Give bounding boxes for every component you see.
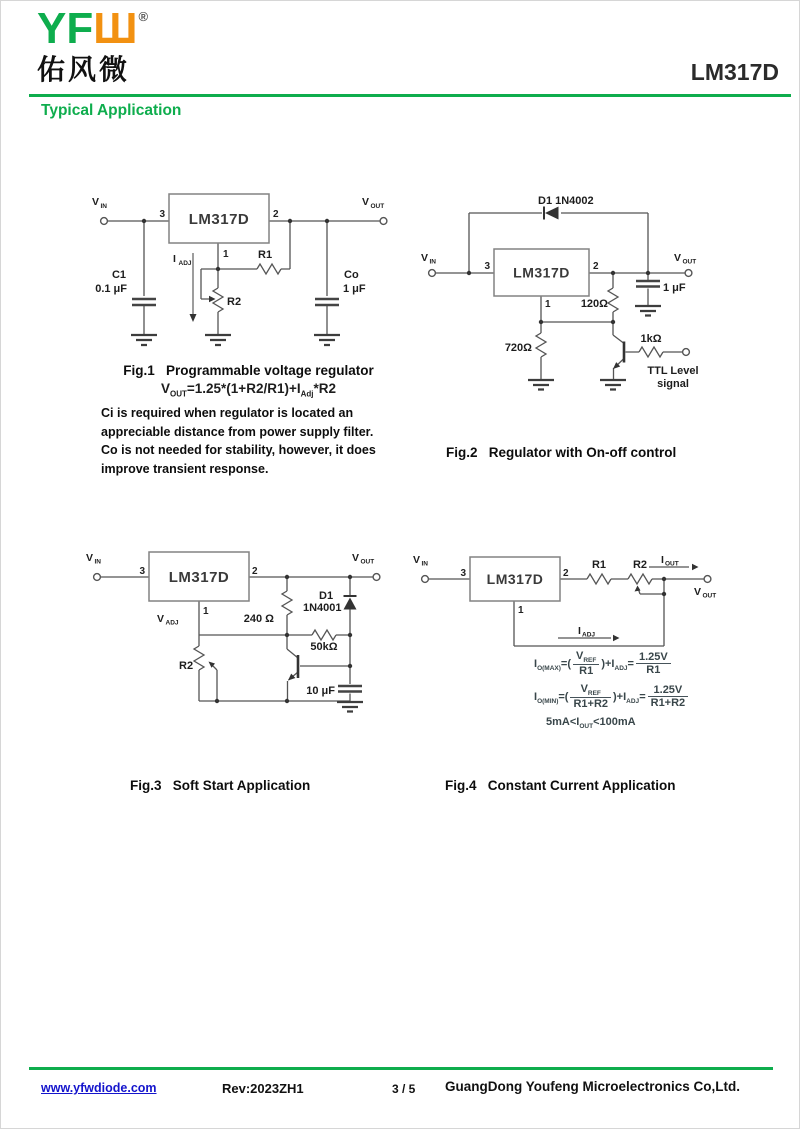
fmax-i-sub: O(MAX) — [537, 665, 561, 673]
logo-w-mark: Ш — [93, 4, 138, 53]
fmax-eq: = — [627, 657, 634, 670]
fig2-ttl-label-line2: signal — [657, 378, 689, 390]
fmin-den2: R1+R2 — [650, 697, 686, 710]
fig1-chip-label: LM317D — [188, 211, 250, 228]
fig2-ttl-label-line1: TTL Level — [647, 365, 699, 377]
fig2-pin1: 1 — [545, 299, 551, 310]
footer-revision: Rev:2023ZH1 — [222, 1081, 304, 1096]
fig1-iadj-sub: ADJ — [178, 260, 192, 267]
fig4-current-limits — [546, 716, 800, 730]
fig3-diode — [344, 596, 357, 610]
fig3-vin-sub: IN — [94, 558, 101, 566]
fig3-caption: Fig.3 Soft Start Application — [130, 778, 311, 793]
fig1-note — [101, 404, 421, 478]
fig4-formula-imax — [534, 650, 800, 678]
fig2-vout-terminal — [685, 270, 692, 277]
fmax-num-sub: REF — [583, 657, 597, 665]
fig1-pin2: 2 — [273, 209, 279, 220]
fig4-iout-arrowhead — [692, 564, 699, 570]
fmin-frac2 — [648, 684, 689, 710]
fig1-resistor-r1 — [257, 264, 281, 274]
fig1-formula-v: V — [160, 381, 170, 396]
fmax-adj-sub: ADJ — [614, 665, 628, 673]
fig1-wiper-arrowhead — [209, 296, 216, 302]
fig4-resistor-r1 — [587, 574, 611, 584]
fmin-frac1 — [570, 683, 611, 711]
fig2-pin3: 3 — [484, 261, 490, 272]
fig2-pin2: 2 — [593, 261, 599, 272]
fig1-circuit-schematic — [61, 177, 401, 372]
fig2-vout-sub: OUT — [682, 258, 697, 266]
fig1-caption: Fig.1 Programmable voltage regulator — [123, 363, 374, 378]
part-number-title: LM317D — [690, 59, 779, 85]
fmin-i-sub: O(MIN) — [537, 698, 559, 706]
fig1-vin-sub: IN — [100, 203, 107, 210]
fig4-pin1: 1 — [518, 605, 524, 616]
fig2-cap-value: 1 μF — [663, 282, 686, 294]
fig4-iout-label: I — [661, 554, 664, 566]
fmax-open: =( — [560, 657, 571, 670]
fig2-r120-label: 120Ω — [580, 298, 608, 310]
fig1-c1-name: C1 — [111, 269, 126, 281]
fig4-chip-label: LM317D — [486, 571, 544, 587]
fig4-formulas — [534, 650, 800, 735]
fig3-cap-value: 10 μF — [306, 685, 335, 697]
fig1-r2-label: R2 — [227, 296, 242, 308]
fig1-pin3: 3 — [159, 209, 165, 220]
fig1-note-line1: Ci is required when regulator is located an — [101, 406, 354, 420]
fig3-potentiometer-r2 — [194, 646, 204, 670]
fig1-vin-label: V — [92, 196, 100, 208]
fig1-caption-block — [71, 363, 426, 399]
fig1-potentiometer-r2 — [213, 288, 223, 312]
fig2-resistor-120 — [608, 288, 618, 312]
company-logo-chinese: 佑风微 — [37, 54, 131, 85]
fig2-caption: Fig.2 Regulator with On-off control — [446, 445, 677, 460]
fig4-vin-label: V — [413, 554, 421, 566]
fig4-r1-label: R1 — [591, 559, 607, 571]
fig3-vadj-sub: ADJ — [165, 619, 179, 627]
fig2-vin-label: V — [421, 252, 429, 264]
fig3-pin2: 2 — [252, 566, 258, 577]
fig4-iadj-label: I — [578, 625, 581, 637]
fig3-pin3: 3 — [139, 566, 145, 577]
fmax-frac2 — [636, 651, 671, 677]
fig4-pin3: 3 — [460, 568, 466, 579]
fig2-vout-label: V — [674, 252, 682, 264]
fig1-iadj-label: I — [173, 253, 176, 265]
fig4-caption: Fig.4 Constant Current Application — [445, 778, 676, 793]
fig3-r240-label: 240 Ω — [243, 613, 274, 625]
fig1-formula-v-sub: OUT — [170, 389, 187, 399]
fig2-resistor-720 — [536, 333, 546, 357]
fig1-ground-symbols — [131, 335, 340, 345]
limit-post: <100mA — [593, 715, 636, 728]
fig2-chip-label: LM317D — [513, 264, 570, 281]
fig3-chip-label: LM317D — [168, 569, 230, 586]
fig1-note-line2: appreciable distance from power supply filter. — [101, 424, 374, 439]
footer-divider — [29, 1067, 773, 1070]
fmin-den: R1+R2 — [573, 698, 609, 711]
fmax-den2: R1 — [646, 664, 661, 677]
fig2-resistor-1k — [639, 347, 663, 357]
fig2-diode — [544, 207, 559, 220]
logo-yf-text: YF — [37, 4, 94, 53]
fig3-r50k-label: 50kΩ — [310, 641, 338, 653]
fig3-resistor-50k — [312, 630, 336, 640]
fig2-capacitor — [636, 281, 660, 287]
fmax-num2: 1.25V — [636, 651, 671, 664]
fig3-vadj-label: V — [157, 613, 165, 625]
fig2-r720-label: 720Ω — [504, 342, 532, 354]
footer-website-link[interactable]: www.yfwdiode.com — [41, 1081, 157, 1095]
fig3-capacitor — [338, 686, 362, 692]
fig4-vout-label: V — [694, 586, 702, 598]
footer-page-indicator: 3 / 5 — [392, 1082, 416, 1096]
header-divider — [29, 94, 791, 97]
company-logo — [37, 4, 149, 53]
fig3-d1-name: D1 — [319, 590, 334, 602]
fig1-vout-terminal — [380, 218, 387, 225]
fmin-adj-sub: ADJ — [626, 698, 640, 706]
footer-company-name: GuangDong Youfeng Microelectronics Co,Ltd. — [445, 1079, 741, 1094]
fmin-i: I — [534, 690, 538, 703]
fig1-formula-i-sub: Adj — [300, 389, 314, 399]
fig1-vout-sub: OUT — [370, 203, 385, 210]
fig3-d1-part: 1N4001 — [303, 602, 342, 614]
fig4-wiper-arrowhead — [635, 586, 641, 592]
fig2-r1k-label: 1kΩ — [640, 333, 662, 345]
fmin-plus: )+I — [613, 690, 627, 703]
limit-pre: 5mA<I — [546, 715, 580, 728]
fmin-num2: 1.25V — [648, 684, 689, 697]
fig4-r2-label: R2 — [632, 559, 648, 571]
fmin-num-sub: REF — [587, 690, 601, 698]
fmax-plus: )+I — [601, 657, 615, 670]
fig3-vin-terminal — [94, 574, 101, 581]
fig4-iout-sub: OUT — [665, 560, 679, 568]
fig4-potentiometer-r2 — [628, 574, 652, 584]
fig3-vout-terminal — [373, 574, 380, 581]
fmax-i: I — [534, 657, 538, 670]
fig2-diode-label: D1 1N4002 — [538, 195, 594, 207]
fig3-vout-label: V — [352, 552, 360, 564]
fig1-formula-tail: *R2 — [313, 381, 336, 396]
fig2-transistor — [613, 342, 624, 370]
fmin-eq: = — [639, 690, 646, 703]
fig1-formula — [71, 381, 426, 399]
fig1-vout-label: V — [362, 196, 370, 208]
fmin-num: V — [580, 682, 588, 695]
fig4-iadj-arrowhead — [613, 635, 620, 641]
fig1-note-line4: improve transient response. — [101, 461, 269, 476]
registered-trademark-icon: ® — [138, 9, 149, 24]
fig1-co-value: 1 μF — [343, 283, 366, 295]
fig4-vin-sub: IN — [421, 560, 428, 568]
fmax-frac1 — [573, 650, 599, 678]
fig3-resistor-240 — [282, 591, 292, 615]
fig4-vout-terminal — [704, 576, 711, 583]
fig4-formula-imin — [534, 683, 800, 711]
fig3-transistor — [288, 655, 298, 681]
fig3-ground-symbol — [337, 702, 363, 712]
fmin-open: =( — [558, 690, 569, 703]
fig2-vin-sub: IN — [429, 258, 436, 266]
fig4-vin-terminal — [422, 576, 429, 583]
fmax-num: V — [576, 650, 584, 662]
fig2-circuit-schematic — [411, 191, 800, 406]
fmax-den: R1 — [579, 665, 594, 678]
fig4-iadj-sub: ADJ — [582, 631, 596, 639]
fig1-co-name: Co — [344, 269, 359, 281]
fig1-pin1: 1 — [223, 249, 229, 260]
fig1-r1-label: R1 — [258, 249, 273, 261]
fig3-r2-label: R2 — [179, 660, 194, 672]
fig1-note-line3: Co is not needed for stability, however, it does — [101, 443, 376, 458]
fig1-iadj-arrowhead — [190, 314, 197, 322]
fig2-ttl-terminal — [683, 349, 690, 356]
fig3-pin1: 1 — [203, 606, 209, 617]
fig3-vout-sub: OUT — [360, 558, 375, 566]
fig2-vin-terminal — [429, 270, 436, 277]
fig3-circuit-schematic — [61, 541, 401, 731]
fig1-formula-mid: =1.25*(1+R2/R1)+I — [186, 381, 301, 396]
fig4-pin2: 2 — [563, 568, 569, 579]
section-title: Typical Application — [41, 102, 182, 119]
fig3-vin-label: V — [86, 552, 94, 564]
fig4-circuit-schematic — [401, 546, 800, 656]
fig1-c1-value: 0.1 μF — [95, 283, 127, 295]
fig1-vin-terminal — [101, 218, 108, 225]
fig4-vout-sub: OUT — [702, 592, 717, 600]
limit-sub: OUT — [579, 723, 594, 731]
